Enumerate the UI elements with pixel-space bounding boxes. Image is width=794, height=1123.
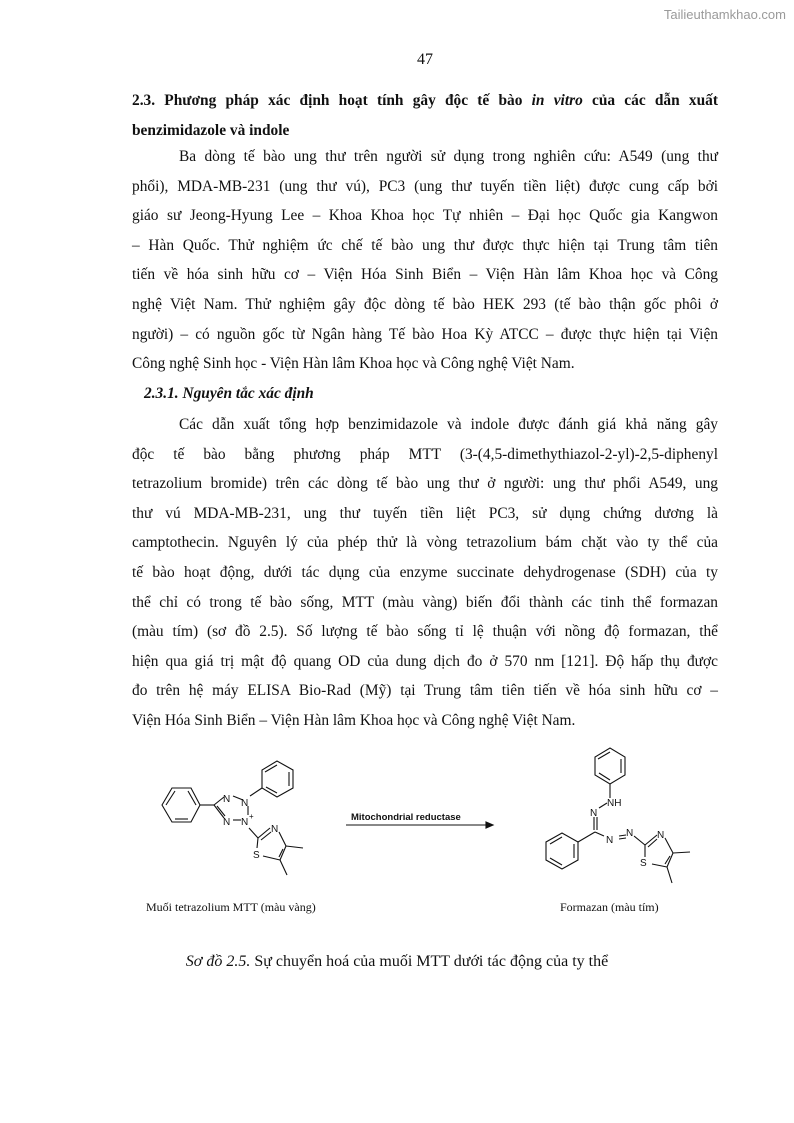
text-line: người) – có nguồn gốc từ Ngân hàng Tế bào Hoa Kỳ ATCC – được thực hiện tại Viện: [132, 325, 718, 343]
subsection-title: 2.3.1. Nguyên tắc xác định: [144, 385, 314, 402]
text-line: nghệ Việt Nam. Thử nghiệm gây độc dòng tế bào HEK 293 (tế bào thận gốc phôi ở: [132, 295, 718, 313]
caption-formazan: Formazan (màu tím): [560, 900, 659, 914]
atom-n-a: N: [590, 808, 598, 819]
text-line: tiến về hóa sinh hữu cơ – Viện Hóa Sinh Biển – Viện Hàn lâm Khoa học và Công: [132, 266, 718, 284]
section-title-italic: in vitro: [531, 92, 583, 109]
text-line: hiện qua giá trị mật độ quang OD của dung dịch đo ở 570 nm [121]. Độ hấp thụ được: [132, 652, 718, 670]
text-line: độc tế bào bằng phương pháp MTT (3-(4,5-dimethythiazol-2-yl)-2,5-diphenyl: [132, 445, 718, 463]
text-line: Ba dòng tế bào ung thư trên người sử dụng trong nghiên cứu: A549 (ung thư: [179, 148, 718, 165]
atom-n-thiazole-2: N: [657, 830, 665, 841]
page-number: 47: [417, 51, 433, 68]
caption-mtt: Muối tetrazolium MTT (màu vàng): [146, 900, 316, 914]
formazan-thiazole: [645, 835, 690, 883]
text-line: tetrazolium bromide) trên các dòng tế bào ung thư ở người: ung thư phổi A549, ung: [132, 475, 718, 493]
atom-n-b: N: [606, 835, 614, 846]
text-line: thể chỉ có trong tế bào sống, MTT (màu vàng) biến đổi thành các tinh thể formazan: [132, 593, 718, 611]
text-line: Công nghệ Sinh học - Viện Hàn lâm Khoa học và Công nghệ Việt Nam.: [132, 355, 575, 373]
section-title-part: 2.3. Phương pháp xác định hoạt tính gây độc tế bào: [132, 92, 523, 109]
text-line: đo trên hệ máy ELISA Bio-Rad (Mỹ) tại Trung tâm tiên tiến về hóa sinh hữu cơ –: [132, 682, 718, 700]
text-line: – Hàn Quốc. Thử nghiệm ức chế tế bào ung thư được thực hiện tại Trung tâm tiên: [132, 236, 718, 254]
atom-n-c: N: [626, 828, 634, 839]
arrow-label: Mitochondrial reductase: [351, 812, 461, 823]
text-line: camptothecin. Nguyên lý của phép thử là vòng tetrazolium bám chặt vào ty thể của: [132, 534, 718, 552]
text-line: giáo sư Jeong-Hyung Lee – Khoa Khoa học Tự nhiên – Đại học Quốc gia Kangwon: [132, 207, 718, 225]
section-title-line2: benzimidazole và indole: [132, 122, 290, 139]
atom-s-thiazole-2: S: [640, 858, 647, 869]
text-line: Các dẫn xuất tổng hợp benzimidazole và indole được đánh giá khả năng gây: [179, 416, 718, 433]
atom-s-thiazole: S: [253, 850, 260, 861]
atom-n3: N: [223, 817, 231, 828]
formazan-phenyl-left: [546, 833, 578, 869]
scheme-label: Sơ đồ 2.5.: [185, 953, 251, 970]
mtt-phenyl-top: [250, 761, 293, 797]
watermark: Tailieuthamkhao.com: [663, 7, 786, 22]
atom-nh: NH: [607, 798, 622, 809]
atom-n1: N: [223, 794, 231, 805]
text-line: Viện Hóa Sinh Biển – Viện Hàn lâm Khoa học và Công nghệ Việt Nam.: [132, 711, 576, 729]
scheme-text: Sự chuyển hoá của muối MTT dưới tác động của ty thể: [254, 953, 609, 970]
text-line: tế bào hoạt động, dưới tác dụng của enzyme succinate dehydrogenase (SDH) của ty: [132, 563, 718, 581]
scheme-caption: [0, 953, 794, 971]
formazan-phenyl-top: [595, 748, 625, 798]
atom-n-thiazole: N: [271, 824, 279, 835]
mtt-phenyl-left: [162, 788, 214, 822]
atom-n-plus: N: [241, 817, 249, 828]
section-title-part: của các dẫn xuất: [592, 92, 718, 109]
text-line: thư vú MDA-MB-231, ung thư tuyến tiền liệt PC3, sử dụng chứng dương là: [132, 504, 718, 522]
text-line: phổi), MDA-MB-231 (ung thư vú), PC3 (ung thư tuyến tiền liệt) được cung cấp bởi: [132, 177, 718, 195]
text-line: (màu tím) (sơ đồ 2.5). Số lượng tế bào sống tỉ lệ thuận với nồng độ formazan, thể: [132, 623, 718, 641]
charge-plus: +: [249, 812, 254, 821]
atom-n2: N: [241, 798, 249, 809]
